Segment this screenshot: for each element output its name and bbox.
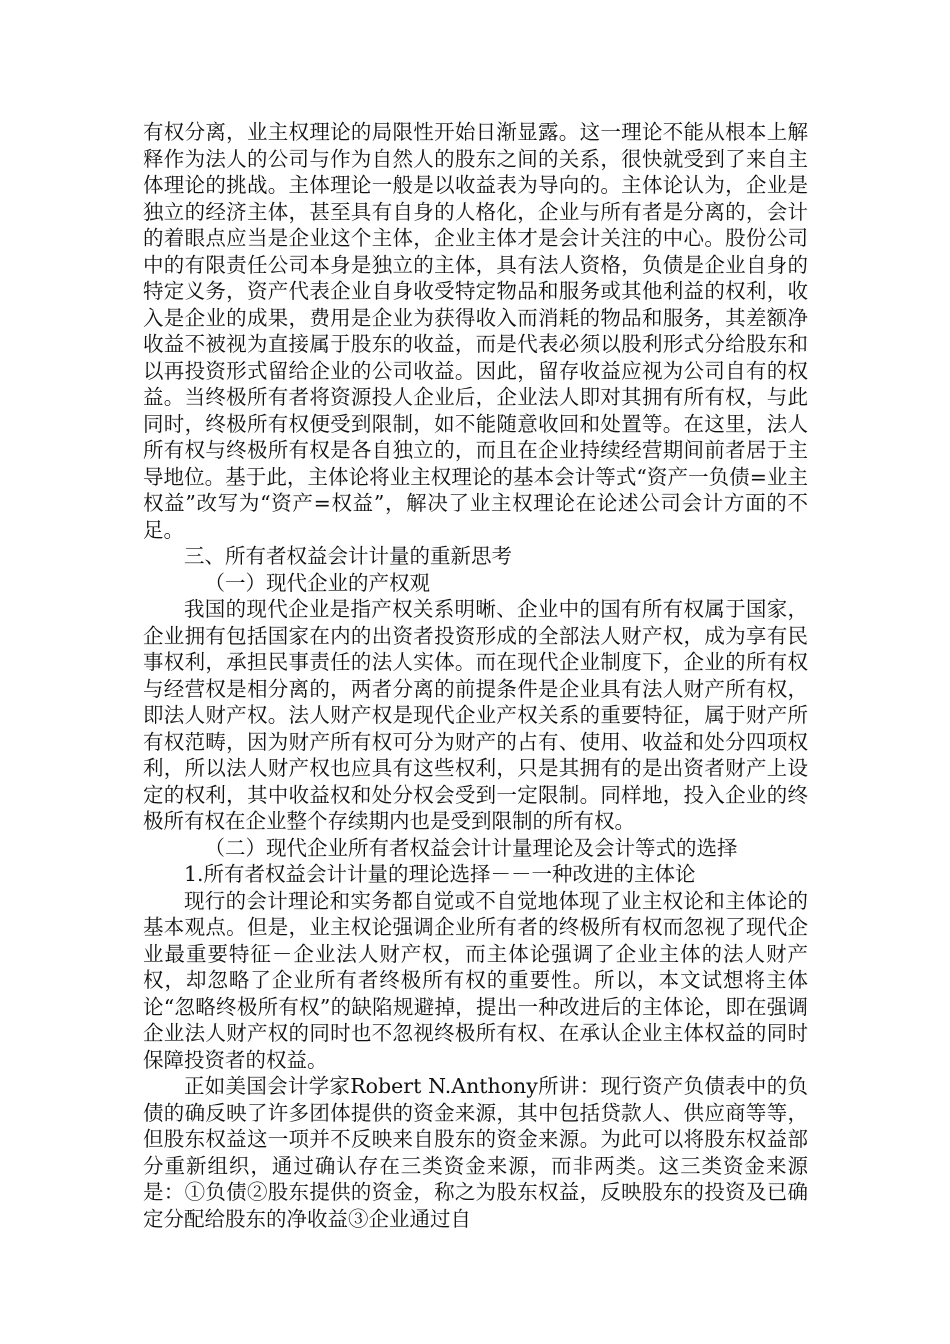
paragraph-entity-theory: 有权分离，业主权理论的局限性开始日渐显露。这一理论不能从根本上解释作为法人的公司与作为自然人的股东之间的关系，很快就受到了来自主体理论的挑战。主体理论一般是以收益表为导向的。主体论认为，企业是独立的经济主体，甚至具有自身的人格化，企业与所有者是分离的，会计的着眼点应当是企业这个主体，企业主体才是会计关注的中心。股份公司中的有限责任公司本身是独立的主体，具有法人资格，负债是企业自身的特定义务，资产代表企业自身收受特定物品和服务或其他利益的权利，收入是企业的成果，费用是企业为获得收入而消耗的物品和服务，其差额净收益不被视为直接属于股东的收益，而是代表必须以股利形式分给股东和以再投资形式留给企业的公司收益。因此，留存收益应视为公司自有的权益。当终极所有者将资源投人企业后，企业法人即对其拥有所有权，与此同时，终极所有权便受到限制，如不能随意收回和处置等。在这里，法人所有权与终极所有权是各自独立的，而且在企业持续经营期间前者居于主导地位。基于此，主体论将业主权理论的基本会计等式“资产一负债=业主权益”改写为“资产=权益”，解决了业主权理论在论述公司会计方面的不足。 bbox=[143, 120, 808, 542]
section-heading-3: 三、所有者权益会计计量的重新思考 bbox=[184, 544, 512, 568]
document-page bbox=[143, 119, 808, 1232]
paragraph-anthony-quote: 正如美国会计学家Robert N.Anthony所讲：现行资产负债表中的负债的确反映了许多团体提供的资金来源，其中包括贷款人、供应商等等，但股东权益这一项并不反映来自股东的资金来源。为此可以将股东权益部分重新组织，通过确认存在三类资金来源，而非两类。这三类资金来源是：①负债②股东提供的资金，称之为股东权益，反映股东的投资及已确定分配给股东的净收益③企业通过自 bbox=[143, 1074, 808, 1231]
subsection-heading-1: （一）现代企业的产权观 bbox=[204, 570, 430, 595]
paragraph-improved-entity-theory: 现行的会计理论和实务都自觉或不自觉地体现了业主权论和主体论的基本观点。但是，业主权论强调企业所有者的终极所有权而忽视了现代企业最重要特征－企业法人财产权，而主体论强调了企业主体的法人财产权，却忽略了企业所有者终极所有权的重要性。所以，本文试想将主体论“忽略终极所有权”的缺陷规避掉，提出一种改进后的主体论，即在强调企业法人财产权的同时也不忽视终极所有权、在承认企业主体权益的同时保障投资者的权益。 bbox=[143, 888, 808, 1072]
subsection-heading-2: （二）现代企业所有者权益会计计量理论及会计等式的选择 bbox=[204, 835, 738, 860]
paragraph-property-rights: 我国的现代企业是指产权关系明晰、企业中的国有所有权属于国家，企业拥有包括国家在内的出资者投资形成的全部法人财产权，成为享有民事权利，承担民事责任的法人实体。而在现代企业制度下，企业的所有权与经营权是相分离的，两者分离的前提条件是企业具有法人财产所有权，即法人财产权。法人财产权是现代企业产权关系的重要特征，属于财产所有权范畴，因为财产所有权可分为财产的占有、使用、收益和处分四项权利，所以法人财产权也应具有这些权利，只是其拥有的是出资者财产上设定的权利，其中收益权和处分权会受到一定限制。同样地，投入企业的终极所有权在企业整个存续期内也是受到限制的所有权。 bbox=[143, 597, 808, 833]
subsection-heading-2-1: 1.所有者权益会计计量的理论选择－－一种改进的主体论 bbox=[184, 862, 696, 886]
